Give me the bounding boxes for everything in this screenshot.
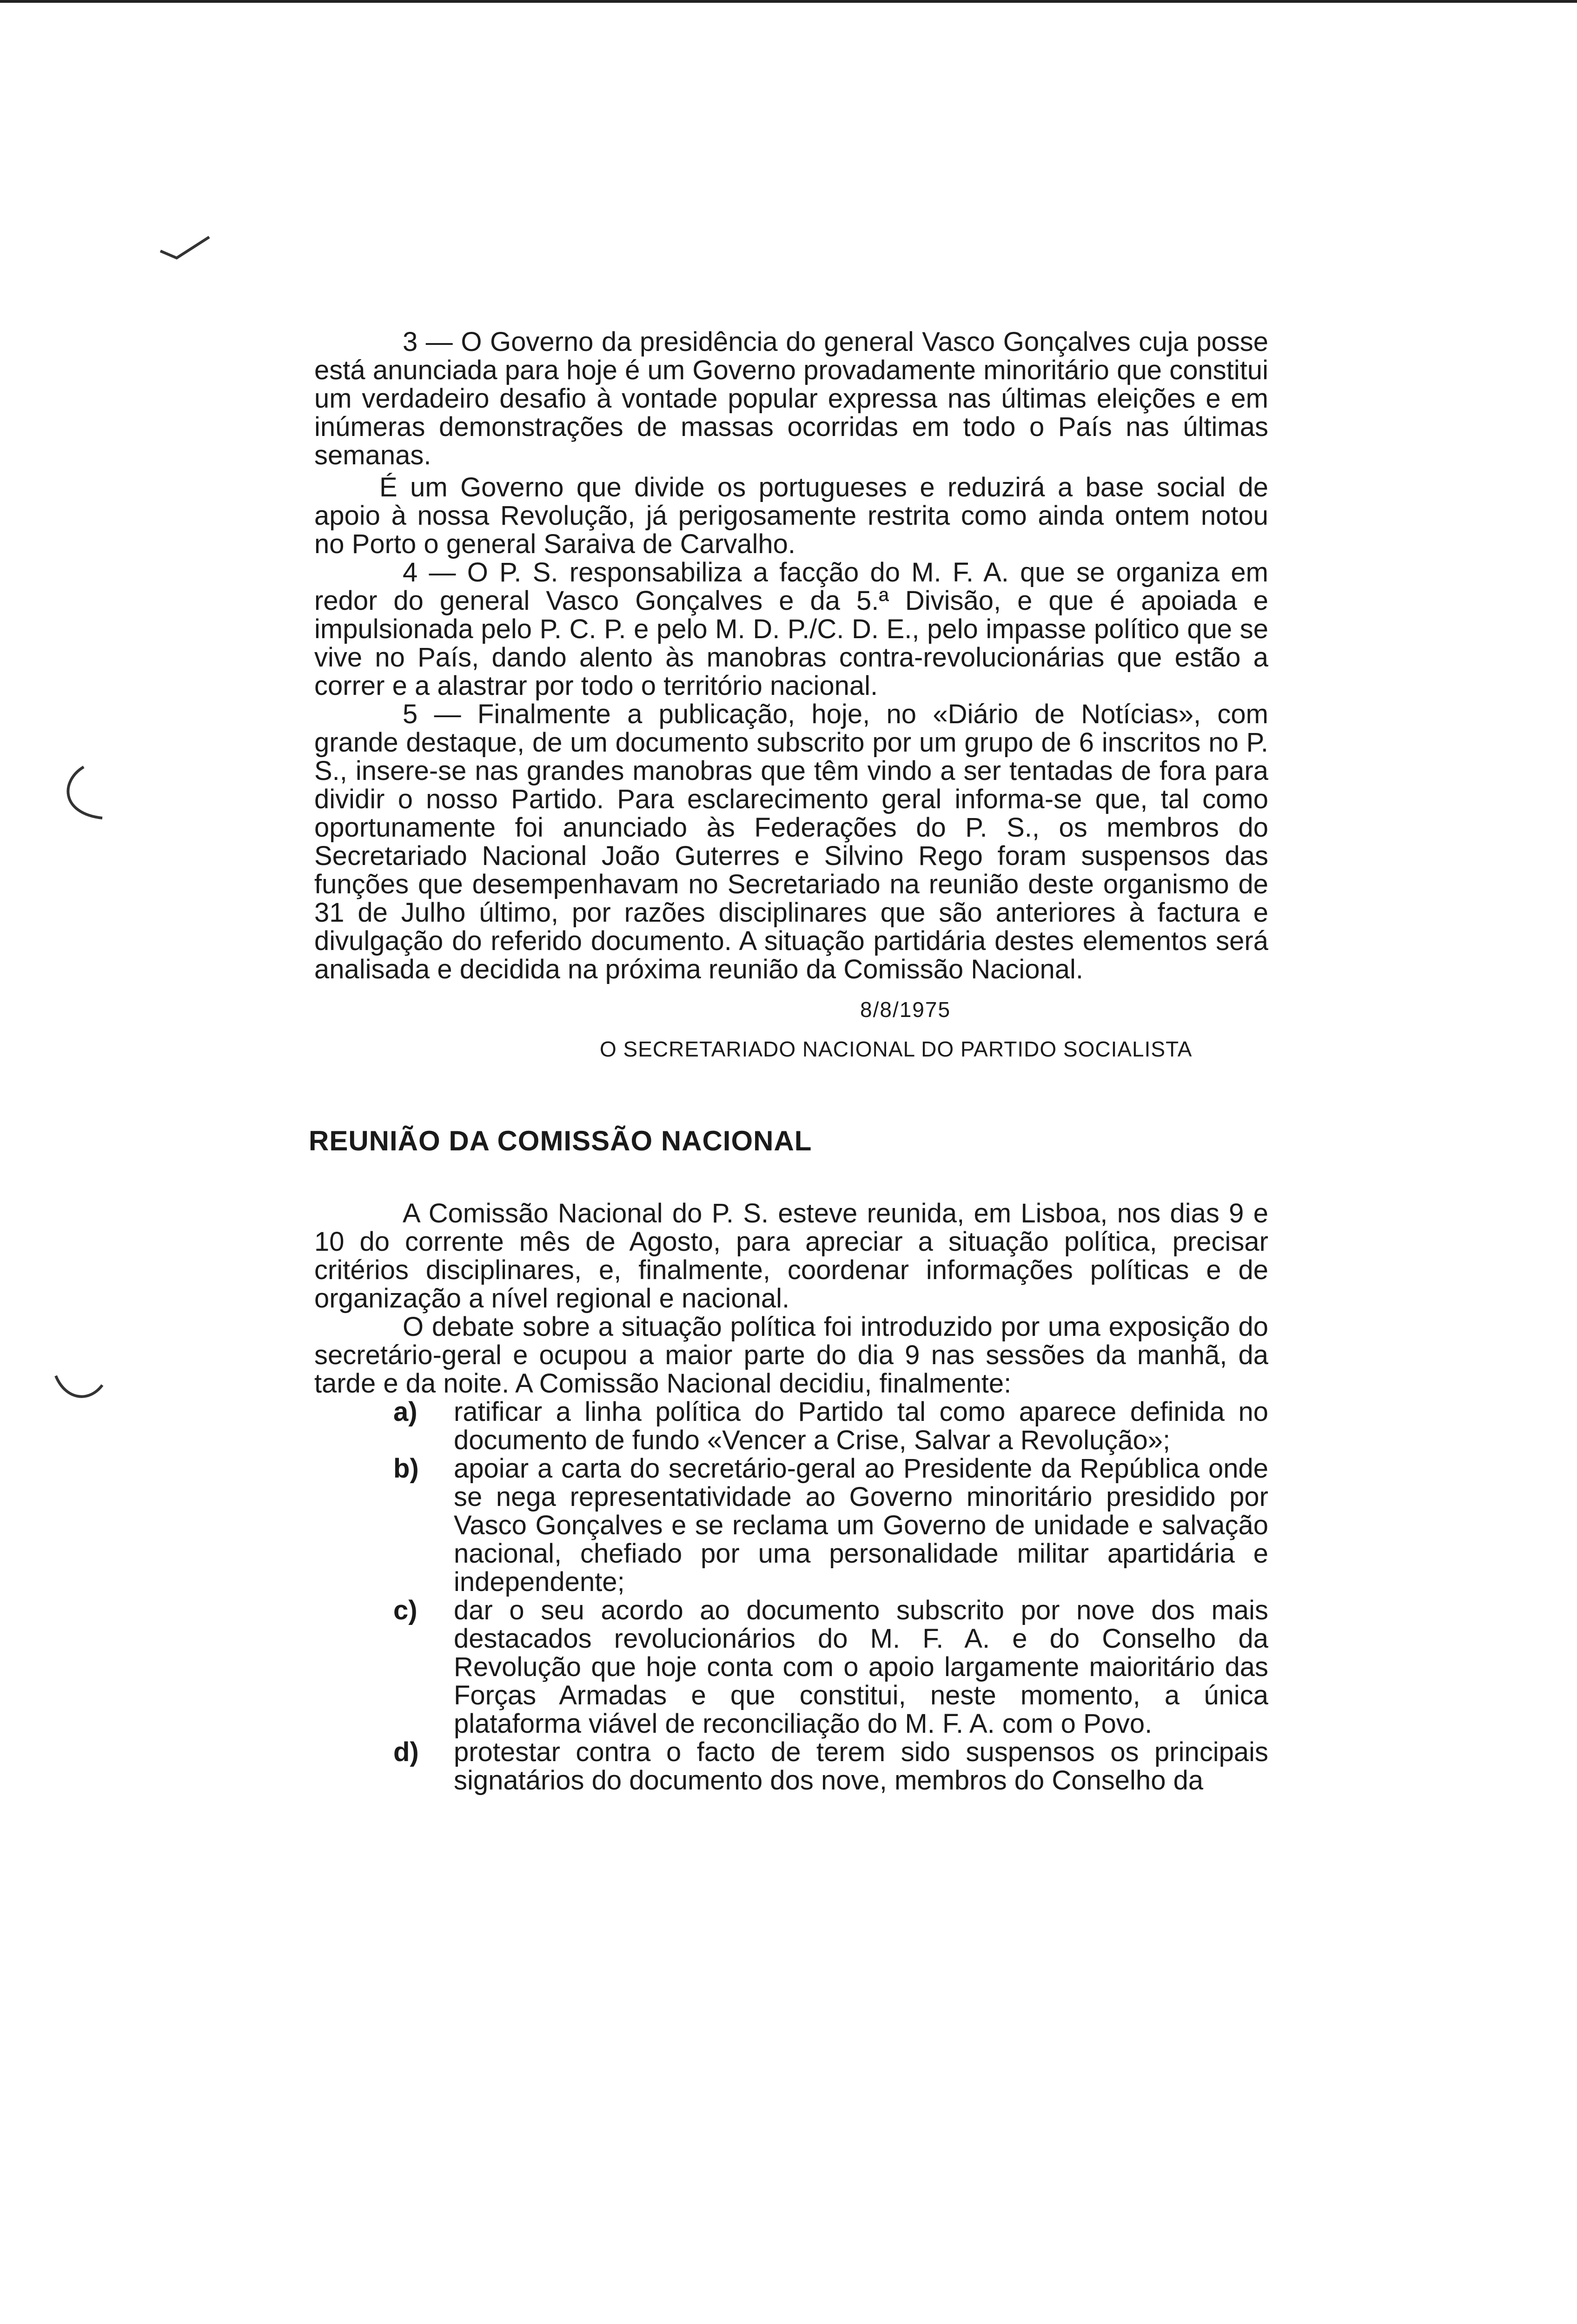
meeting-intro: A Comissão Nacional do P. S. esteve reunida, em Lisboa, nos dias 9 e 10 do corrente mês de Agosto, para apreciar a situação política, precisar critérios disciplinares, e, finalmente, coordenar informações políticas e de organização a nível regional e nacional. bbox=[314, 1198, 1268, 1314]
list-item-text: ratificar a linha política do Partido tal como aparece definida no documento de fundo «Vencer a Crise, Salvar a Revolução»; bbox=[454, 1397, 1268, 1455]
meeting-text-block bbox=[314, 1199, 1268, 1795]
list-marker: d) bbox=[393, 1737, 419, 1767]
margin-bracket-mark bbox=[51, 762, 107, 827]
margin-bracket-mark bbox=[51, 1357, 107, 1413]
memo-paragraph-4: 4 — O P. S. responsabiliza a facção do M. F. A. que se organiza em redor do general Vasco Gonçalves e da 5.ª Divisão, e que é apoiada e impulsionada pelo P. C. P. e pelo M. D. P./C. D. E., pelo impasse político que se vive no País, dando alento às manobras contra-revolucionárias que estão a correr e a alastrar por todo o território nacional. bbox=[314, 557, 1268, 701]
list-item bbox=[314, 1738, 1268, 1795]
list-item-text: dar o seu acordo ao documento subscrito por nove dos mais destacados revolucionários do M. F. A. e do Conselho da Revolução que hoje conta com o apoio largamente maioritário das Forças Armadas e que constitui, neste momento, a única plataforma viável de reconciliação do M. F. A. com o Povo. bbox=[454, 1595, 1268, 1739]
list-item-text: apoiar a carta do secretário-geral ao Presidente da República onde se nega representatividade ao Governo minoritário presidido por Vasco Gonçalves e se reclama um Governo de unidade e salvação nacional, chefiado por uma personalidade militar apartidária e independente; bbox=[454, 1453, 1268, 1597]
list-item-text: protestar contra o facto de terem sido suspensos os principais signatários do documento dos nove, membros do Conselho da bbox=[454, 1737, 1268, 1796]
list-item bbox=[314, 1454, 1268, 1596]
memo-text-block bbox=[314, 328, 1268, 984]
meeting-debate: O debate sobre a situação política foi introduzido por uma exposição do secretário-geral e ocupou a maior parte do dia 9 nas sessões da manhã, da tarde e da noite. A Comissão Nacional decidiu, finalmente: bbox=[314, 1312, 1268, 1399]
list-marker: c) bbox=[393, 1595, 417, 1625]
margin-check-mark bbox=[158, 232, 214, 260]
memo-paragraph-3: 3 — O Governo da presidência do general Vasco Gonçalves cuja posse está anunciada para hoje é um Governo provadamente minoritário que constitui um verdadeiro desafio à vontade popular expressa nas últimas eleições e em inúmeras demonstrações de massas ocorridas em todo o País nas últimas semanas. bbox=[314, 327, 1268, 470]
list-item bbox=[314, 1596, 1268, 1738]
memo-paragraph-5: 5 — Finalmente a publicação, hoje, no «Diário de Notícias», com grande destaque, de um documento subscrito por um grupo de 6 inscritos no P. S., insere-se nas grandes manobras que têm vindo a ser tentadas de fora para dividir o nosso Partido. Para esclarecimento geral informa-se que, tal como oportunamente foi anunciado às Federações do P. S., os membros do Secretariado Nacional João Guterres e Silvino Rego foram suspensos das funções que desempenhavam no Secretariado na reunião deste organismo de 31 de Julho último, por razões disciplinares que são anteriores à factura e divulgação do referido documento. A situação partidária destes elementos será analisada e decidida na próxima reunião da Comissão Nacional. bbox=[314, 699, 1268, 984]
memo-signature: O SECRETARIADO NACIONAL DO PARTIDO SOCIALISTA bbox=[600, 1037, 1193, 1061]
memo-paragraph-3b: É um Governo que divide os portugueses e reduzirá a base social de apoio à nossa Revolução, já perigosamente restrita como ainda ontem notou no Porto o general Saraiva de Carvalho. bbox=[314, 472, 1268, 559]
list-item bbox=[314, 1398, 1268, 1454]
list-marker: a) bbox=[393, 1397, 417, 1427]
section-heading: REUNIÃO DA COMISSÃO NACIONAL bbox=[309, 1125, 812, 1156]
memo-date: 8/8/1975 bbox=[860, 997, 951, 1022]
page-top-edge bbox=[0, 0, 1577, 3]
list-marker: b) bbox=[393, 1453, 419, 1484]
